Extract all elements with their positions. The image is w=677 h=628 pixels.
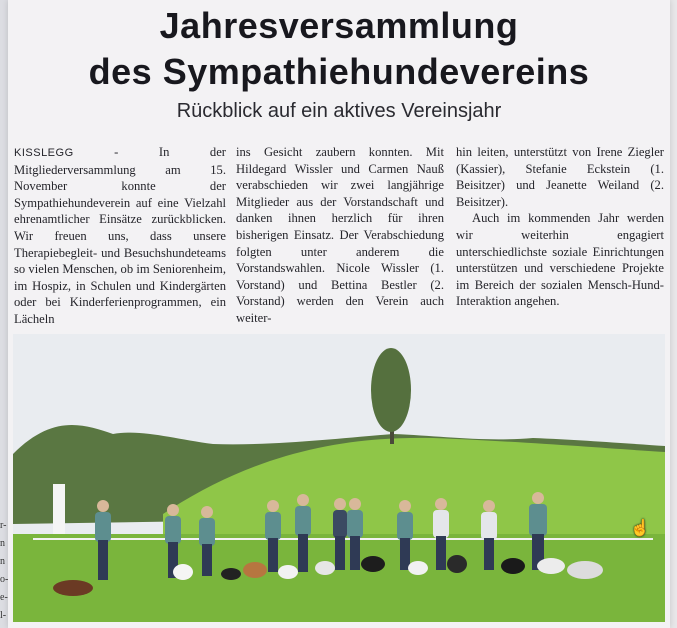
- dateline: KISSLEGG: [14, 147, 74, 159]
- fragment-text: o-: [0, 574, 9, 585]
- group-photo: [13, 334, 665, 622]
- fragment-text: n: [0, 538, 5, 549]
- fragment-text: r-: [0, 520, 7, 531]
- article-column-1: [14, 144, 226, 328]
- photo-tent: [53, 484, 65, 534]
- column-1-text: - In der Mitgliederversammlung am 15. November konnte der Sympathiehundeverein auf eine Vielzahl ehrenamtlicher Einsätze zurückblicken. Wir freuen uns, dass unsere Therapiebegleit- und Besuchshundeteams so vielen Menschen, ob im Seniorenheim, im Hospiz, in Schulen und Kindergärten oder bei Kinderferienprogrammen, ein Lächeln: [14, 145, 226, 326]
- column-3-paragraph-2: Auch im kommenden Jahr werden wir weiterhin engagiert unterschiedlichste soziale Einrichtungen unterstützen und verschiedene Projekte im Bereich der sozialen Mensch-Hund-Interaktion angehen.: [456, 211, 664, 309]
- column-3-paragraph-1: hin leiten, unterstützt von Irene Ziegler (Kassier), Stefanie Eckstein (1. Beisitzer) und Jeanette Weiland (2. Beisitzer).: [456, 145, 664, 209]
- fragment-text: e-: [0, 592, 8, 603]
- hand-cursor-icon: ☝: [630, 520, 650, 537]
- subheadline: Rückblick auf ein aktives Vereinsjahr: [176, 100, 502, 122]
- fragment-text: n: [0, 556, 5, 567]
- photo-tree-crown: [371, 348, 411, 432]
- fragment-text: l-: [0, 610, 7, 621]
- article-column-3: [456, 144, 664, 310]
- adjacent-column-fragment: [0, 0, 8, 628]
- headline-line-1: Jahresversammlung: [159, 5, 519, 46]
- headline-line-2: des Sympathiehundevereins: [88, 51, 590, 92]
- article-column-2: [236, 144, 444, 327]
- column-2-text: ins Gesicht zaubern konnten. Mit Hildegard Wissler und Carmen Nauß verabschieden wir zwei langjährige Mitglieder aus der Vorstandschaft und danken ihnen herzlich für ihren bisherigen Einsatz. Der Verabschiedung folgten unter anderem die Vorstandswahlen. Nicole Wissler (1. Vorstand) und Bettina Bestler (2. Vorstand) werden den Verein auch weiter-: [236, 145, 444, 325]
